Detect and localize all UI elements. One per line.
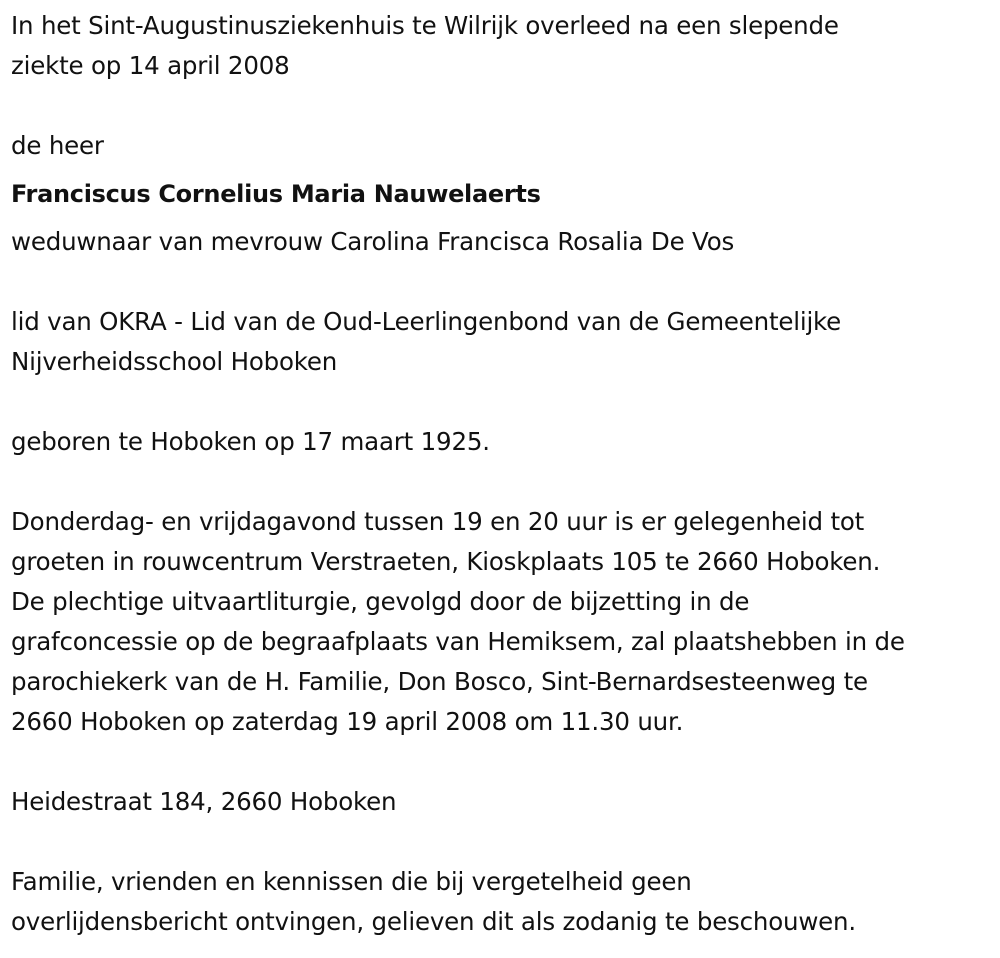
arrangements-line-3: De plechtige uitvaartliturgie, gevolgd door de bijzetting in de [11, 587, 750, 616]
intro-line-1: In het Sint-Augustinusziekenhuis te Wilrijk overleed na een slepende [11, 11, 839, 40]
birth-line: geboren te Hoboken op 17 maart 1925. [11, 427, 490, 456]
closing-line-1: Familie, vrienden en kennissen die bij vergetelheid geen [11, 867, 692, 896]
arrangements-line-6: 2660 Hoboken op zaterdag 19 april 2008 om 11.30 uur. [11, 707, 684, 736]
membership-line-1: lid van OKRA - Lid van de Oud-Leerlingenbond van de Gemeentelijke [11, 307, 842, 336]
membership-line-2: Nijverheidsschool Hoboken [11, 347, 338, 376]
deceased-name: Franciscus Cornelius Maria Nauwelaerts [11, 180, 541, 208]
arrangements-line-5: parochiekerk van de H. Familie, Don Bosco, Sint-Bernardsesteenweg te [11, 667, 868, 696]
arrangements-line-4: grafconcessie op de begraafplaats van Hemiksem, zal plaatshebben in de [11, 627, 905, 656]
spouse-line: weduwnaar van mevrouw Carolina Francisca Rosalia De Vos [11, 227, 735, 256]
closing-line-2: overlijdensbericht ontvingen, gelieven dit als zodanig te beschouwen. [11, 907, 856, 936]
arrangements-line-2: groeten in rouwcentrum Verstraeten, Kioskplaats 105 te 2660 Hoboken. [11, 547, 881, 576]
address-line: Heidestraat 184, 2660 Hoboken [11, 787, 397, 816]
arrangements-line-1: Donderdag- en vrijdagavond tussen 19 en 20 uur is er gelegenheid tot [11, 507, 865, 536]
title-prefix: de heer [11, 131, 104, 160]
intro-line-2: ziekte op 14 april 2008 [11, 51, 290, 80]
